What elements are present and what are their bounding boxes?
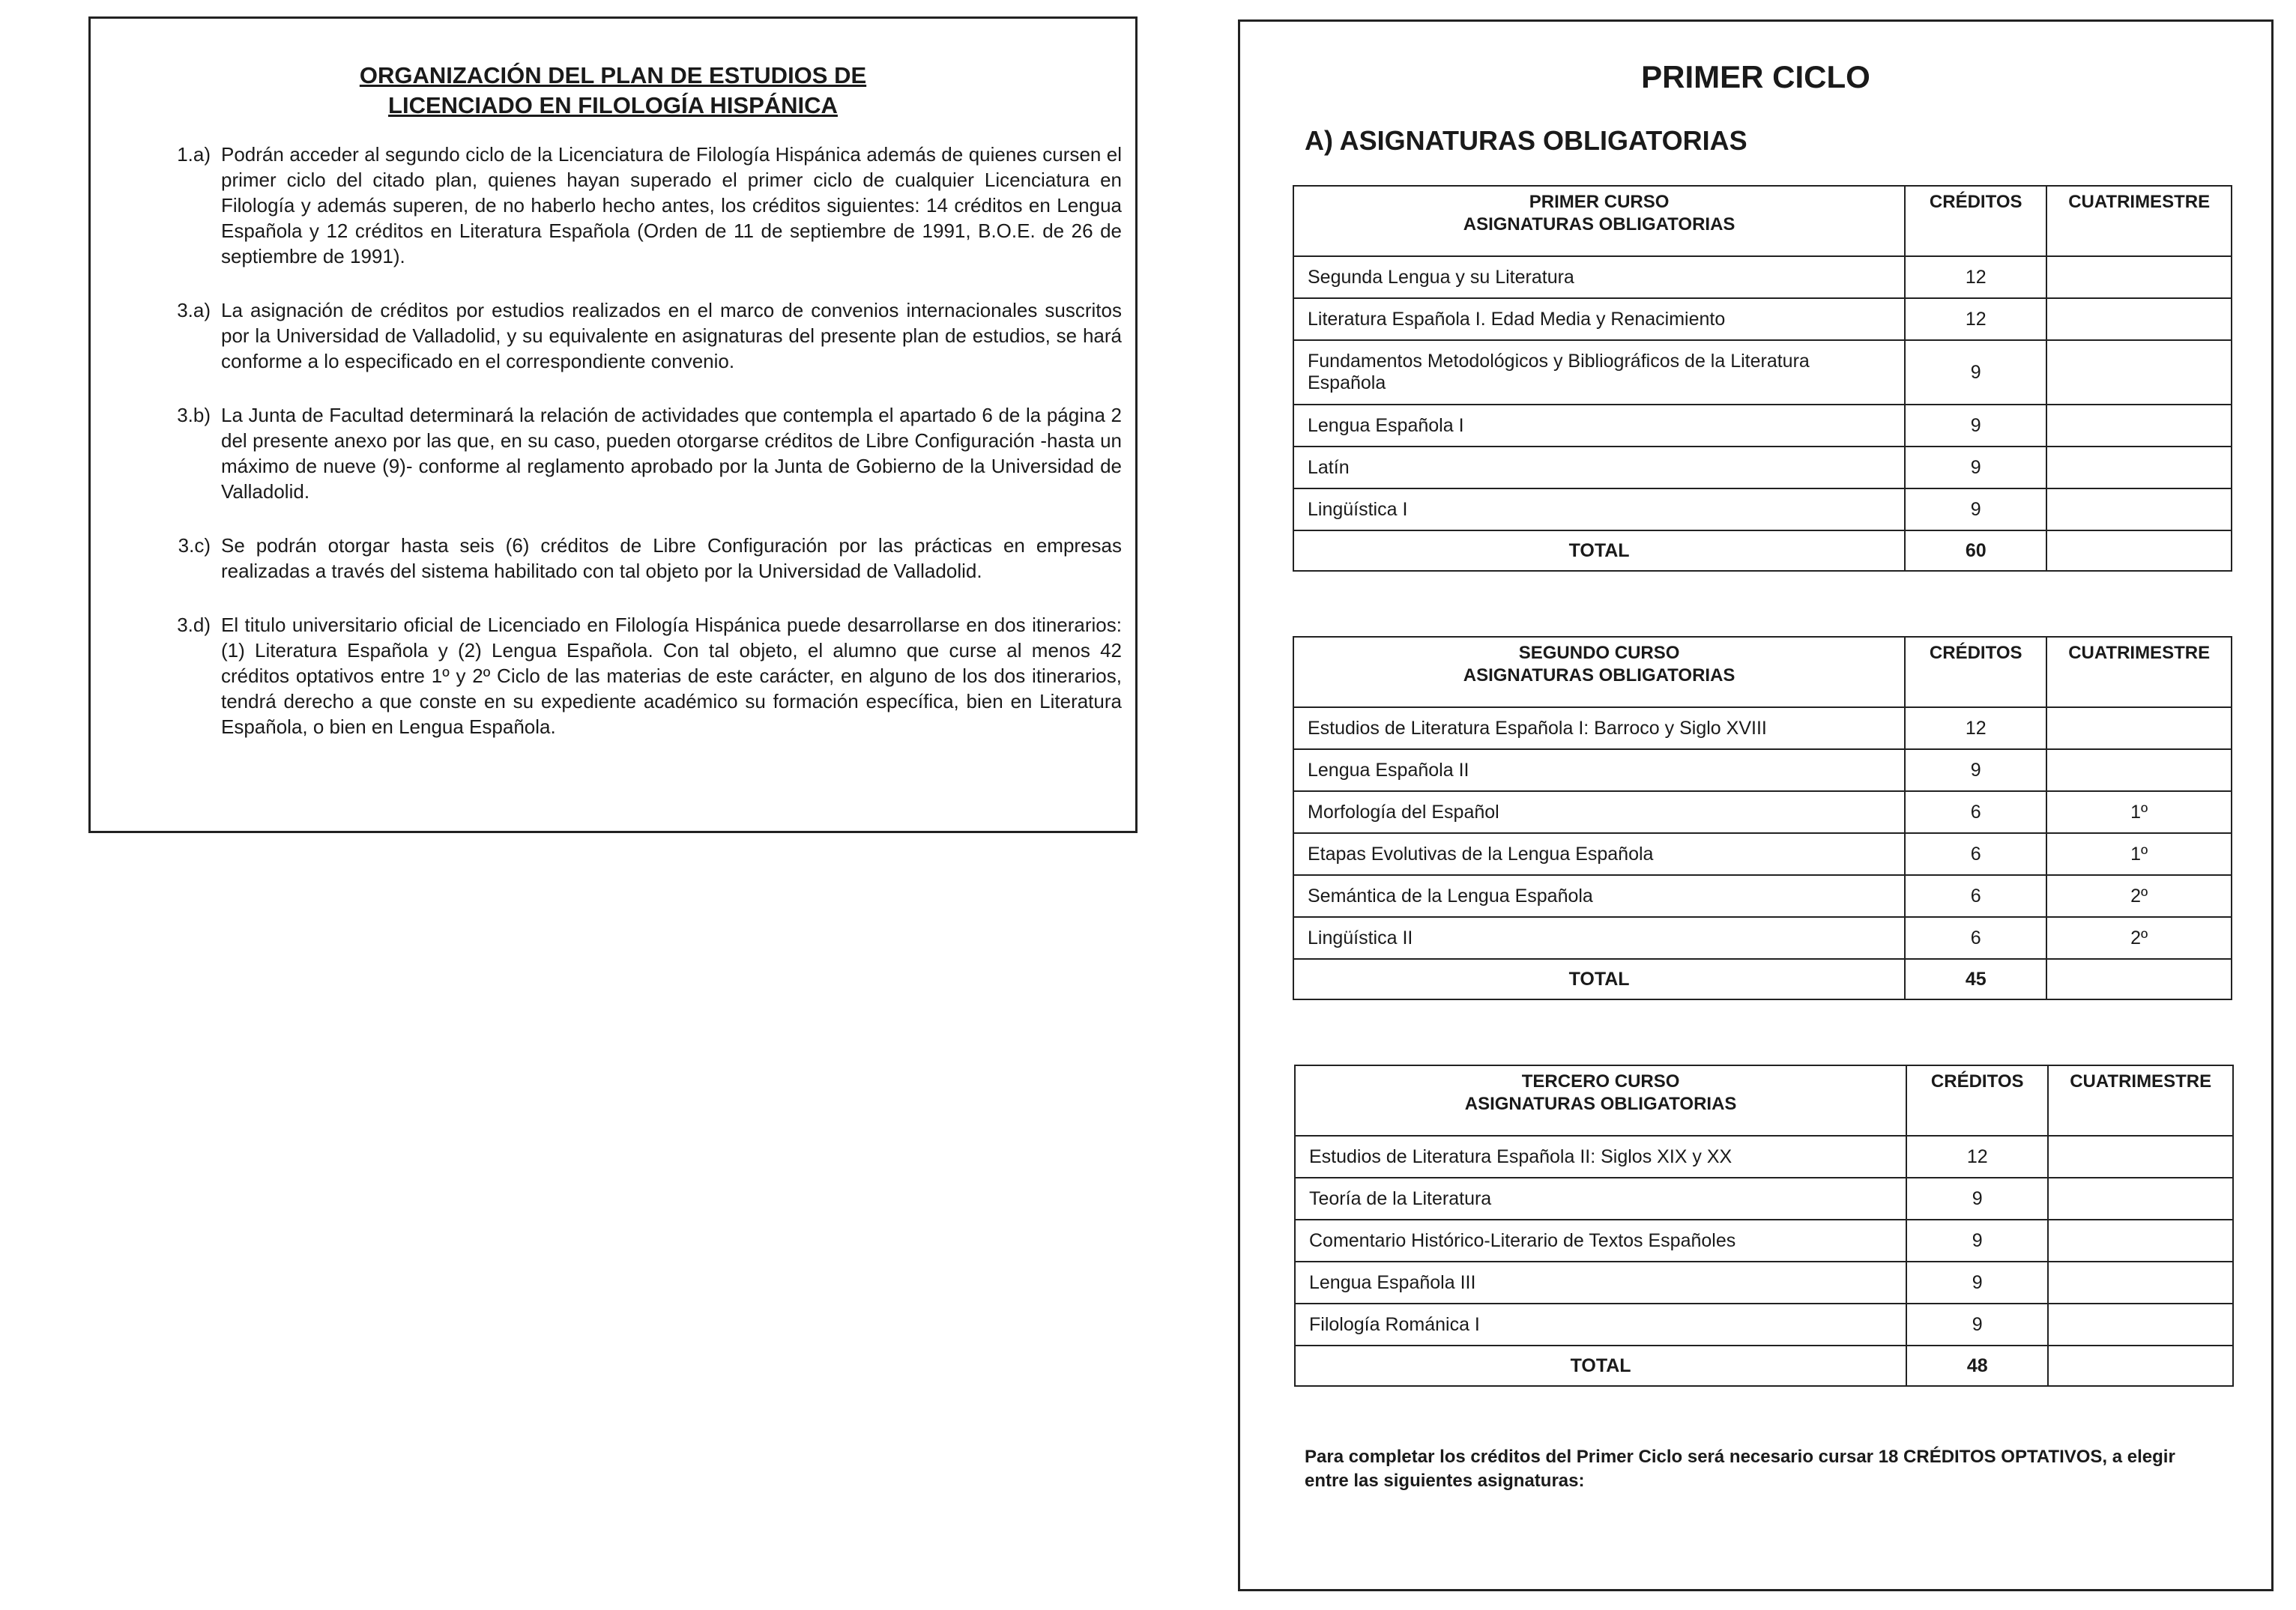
subject-credits: 6 xyxy=(1905,791,2046,833)
clause-3d xyxy=(155,612,1122,739)
subject-name: Lengua Española I xyxy=(1293,405,1905,447)
subject-credits: 9 xyxy=(1906,1262,2048,1304)
subject-name: Teoría de la Literatura xyxy=(1295,1178,1906,1220)
subject-cuatrimestre: 2º xyxy=(2046,875,2232,917)
total-row xyxy=(1293,959,2232,999)
table-header xyxy=(1293,186,2232,256)
clause-text: La Junta de Facultad determinará la relación de actividades que contempla el apartado 6 de la página 2 del presente anexo por las que, en su caso, pueden otorgarse créditos de Libre Configuración -hasta un máximo de nueve (9)- conforme al reglamento aprobado por la Junta de Gobierno de la Universidad de Valladolid. xyxy=(221,404,1122,503)
clause-3a xyxy=(155,297,1122,374)
total-credits: 60 xyxy=(1905,530,2046,571)
clause-3c xyxy=(155,533,1122,584)
course-header-line-1: SEGUNDO CURSO xyxy=(1518,643,1680,663)
table-header xyxy=(1295,1065,2233,1136)
course-header-line-1: TERCERO CURSO xyxy=(1521,1071,1680,1092)
cuatrimestre-header: CUATRIMESTRE xyxy=(2048,1065,2233,1136)
right-page-box xyxy=(1238,19,2274,1591)
total-label: TOTAL xyxy=(1293,959,1905,999)
subject-name: Literatura Española I. Edad Media y Renacimiento xyxy=(1293,298,1905,340)
credits-header: CRÉDITOS xyxy=(1905,186,2046,256)
subject-credits: 12 xyxy=(1905,707,2046,749)
course-table-third xyxy=(1294,1065,2234,1387)
subject-cuatrimestre: 2º xyxy=(2046,917,2232,959)
subject-name: Latín xyxy=(1293,447,1905,488)
footer-note: Para completar los créditos del Primer Ciclo será necesario cursar 18 CRÉDITOS OPTATIVOS, a elegir entre las siguientes asignaturas: xyxy=(1305,1447,2175,1491)
table-row xyxy=(1293,405,2232,447)
subject-credits: 9 xyxy=(1905,488,2046,530)
total-row xyxy=(1295,1346,2233,1386)
table-row xyxy=(1293,256,2232,298)
subject-name: Estudios de Literatura Española II: Siglos XIX y XX xyxy=(1295,1136,1906,1178)
subject-name: Fundamentos Metodológicos y Bibliográficos de la Literatura Española xyxy=(1293,340,1905,405)
table-row xyxy=(1295,1136,2233,1178)
course-header-line-2: ASIGNATURAS OBLIGATORIAS xyxy=(1464,1094,1737,1114)
subject-name: Semántica de la Lengua Española xyxy=(1293,875,1905,917)
total-label: TOTAL xyxy=(1295,1346,1906,1386)
clause-3b xyxy=(155,402,1122,504)
subject-credits: 9 xyxy=(1905,405,2046,447)
subject-name: Comentario Histórico-Literario de Textos Españoles xyxy=(1295,1220,1906,1262)
section-title: A) ASIGNATURAS OBLIGATORIAS xyxy=(1305,125,1747,156)
subject-cuatrimestre xyxy=(2046,488,2232,530)
clause-id: 1.a) xyxy=(177,143,211,166)
total-cuatrimestre xyxy=(2048,1346,2233,1386)
total-label: TOTAL xyxy=(1293,530,1905,571)
subject-credits: 9 xyxy=(1905,340,2046,405)
subject-credits: 6 xyxy=(1905,875,2046,917)
subject-credits: 6 xyxy=(1905,833,2046,875)
clause-id: 3.d) xyxy=(177,614,211,636)
subject-cuatrimestre xyxy=(2048,1178,2233,1220)
subject-cuatrimestre xyxy=(2046,447,2232,488)
course-header-line-1: PRIMER CURSO xyxy=(1529,192,1670,212)
subject-name: Filología Románica I xyxy=(1295,1304,1906,1346)
subject-credits: 6 xyxy=(1905,917,2046,959)
subject-credits: 9 xyxy=(1906,1178,2048,1220)
table-row xyxy=(1293,707,2232,749)
table-row xyxy=(1293,917,2232,959)
table-row xyxy=(1295,1262,2233,1304)
table-row xyxy=(1293,447,2232,488)
subject-cuatrimestre: 1º xyxy=(2046,791,2232,833)
subject-cuatrimestre xyxy=(2046,749,2232,791)
subject-name: Lingüística II xyxy=(1293,917,1905,959)
clause-1a xyxy=(155,142,1122,269)
table-row xyxy=(1293,791,2232,833)
table-row xyxy=(1295,1220,2233,1262)
table-row xyxy=(1293,833,2232,875)
left-page-box xyxy=(88,16,1138,833)
credits-header: CRÉDITOS xyxy=(1906,1065,2048,1136)
subject-name: Segunda Lengua y su Literatura xyxy=(1293,256,1905,298)
course-header-line-2: ASIGNATURAS OBLIGATORIAS xyxy=(1463,214,1735,234)
course-header-line-2: ASIGNATURAS OBLIGATORIAS xyxy=(1463,665,1735,686)
course-header xyxy=(1295,1065,1906,1136)
subject-cuatrimestre xyxy=(2046,707,2232,749)
subject-cuatrimestre xyxy=(2048,1304,2233,1346)
document-title-line-2: LICENCIADO EN FILOLOGÍA HISPÁNICA xyxy=(388,92,838,118)
course-table-first xyxy=(1293,185,2232,572)
total-row xyxy=(1293,530,2232,571)
document-title-line-1: ORGANIZACIÓN DEL PLAN DE ESTUDIOS DE xyxy=(359,62,867,88)
cuatrimestre-header: CUATRIMESTRE xyxy=(2046,637,2232,707)
subject-cuatrimestre xyxy=(2046,340,2232,405)
subject-credits: 9 xyxy=(1906,1220,2048,1262)
subject-cuatrimestre xyxy=(2048,1220,2233,1262)
subject-credits: 12 xyxy=(1906,1136,2048,1178)
subject-cuatrimestre xyxy=(2046,298,2232,340)
clause-text: Podrán acceder al segundo ciclo de la Licenciatura de Filología Hispánica además de quienes cursen el primer ciclo del citado plan, quienes hayan superado el primer ciclo de cualquier Licenciatura en Filología y además superen, de no haberlo hecho antes, los créditos siguientes: 14 créditos en Lengua Española y 12 créditos en Literatura Española (Orden de 11 de septiembre de 1991, B.O.E. de 26 de septiembre de 1991). xyxy=(221,143,1122,267)
table-row xyxy=(1295,1178,2233,1220)
cycle-title: PRIMER CICLO xyxy=(1641,59,1870,94)
total-credits: 48 xyxy=(1906,1346,2048,1386)
subject-credits: 9 xyxy=(1905,749,2046,791)
subject-name: Lingüística I xyxy=(1293,488,1905,530)
subject-cuatrimestre xyxy=(2046,405,2232,447)
table-row xyxy=(1293,749,2232,791)
subject-credits: 9 xyxy=(1906,1304,2048,1346)
table-row xyxy=(1293,340,2232,405)
clauses-list xyxy=(155,142,1122,768)
total-credits: 45 xyxy=(1905,959,2046,999)
subject-cuatrimestre xyxy=(2046,256,2232,298)
subject-name: Lengua Española III xyxy=(1295,1262,1906,1304)
subject-name: Morfología del Español xyxy=(1293,791,1905,833)
total-cuatrimestre xyxy=(2046,530,2232,571)
clause-id: 3.a) xyxy=(177,299,211,321)
subject-cuatrimestre: 1º xyxy=(2046,833,2232,875)
course-header xyxy=(1293,637,1905,707)
subject-credits: 9 xyxy=(1905,447,2046,488)
table-row xyxy=(1293,488,2232,530)
subject-name: Etapas Evolutivas de la Lengua Española xyxy=(1293,833,1905,875)
total-cuatrimestre xyxy=(2046,959,2232,999)
table-row xyxy=(1293,875,2232,917)
course-table-second xyxy=(1293,636,2232,1000)
subject-cuatrimestre xyxy=(2048,1262,2233,1304)
clause-id: 3.c) xyxy=(178,534,211,557)
clause-text: Se podrán otorgar hasta seis (6) créditos de Libre Configuración por las prácticas en empresas realizadas a través del sistema habilitado con tal objeto por la Universidad de Valladolid. xyxy=(221,534,1122,582)
subject-name: Estudios de Literatura Española I: Barroco y Siglo XVIII xyxy=(1293,707,1905,749)
table-header xyxy=(1293,637,2232,707)
clause-text: La asignación de créditos por estudios realizados en el marco de convenios internacionales suscritos por la Universidad de Valladolid, y su equivalente en asignaturas del presente plan de estudios, se hará conforme a lo especificado en el correspondiente convenio. xyxy=(221,299,1122,372)
document-title xyxy=(91,61,1135,121)
subject-credits: 12 xyxy=(1905,256,2046,298)
credits-header: CRÉDITOS xyxy=(1905,637,2046,707)
table-row xyxy=(1295,1304,2233,1346)
subject-cuatrimestre xyxy=(2048,1136,2233,1178)
clause-text: El titulo universitario oficial de Licenciado en Filología Hispánica puede desarrollarse en dos itinerarios: (1) Literatura Española y (2) Lengua Española. Con tal objeto, el alumno que curse al menos 42 créditos optativos entre 1º y 2º Ciclo de las materias de este carácter, en alguno de los dos itinerarios, tendrá derecho a que conste en su expediente académico su formación específica, bien en Literatura Española, o bien en Lengua Española. xyxy=(221,614,1122,738)
clause-id: 3.b) xyxy=(177,404,211,426)
subject-credits: 12 xyxy=(1905,298,2046,340)
subject-name: Lengua Española II xyxy=(1293,749,1905,791)
cuatrimestre-header: CUATRIMESTRE xyxy=(2046,186,2232,256)
course-header xyxy=(1293,186,1905,256)
table-row xyxy=(1293,298,2232,340)
